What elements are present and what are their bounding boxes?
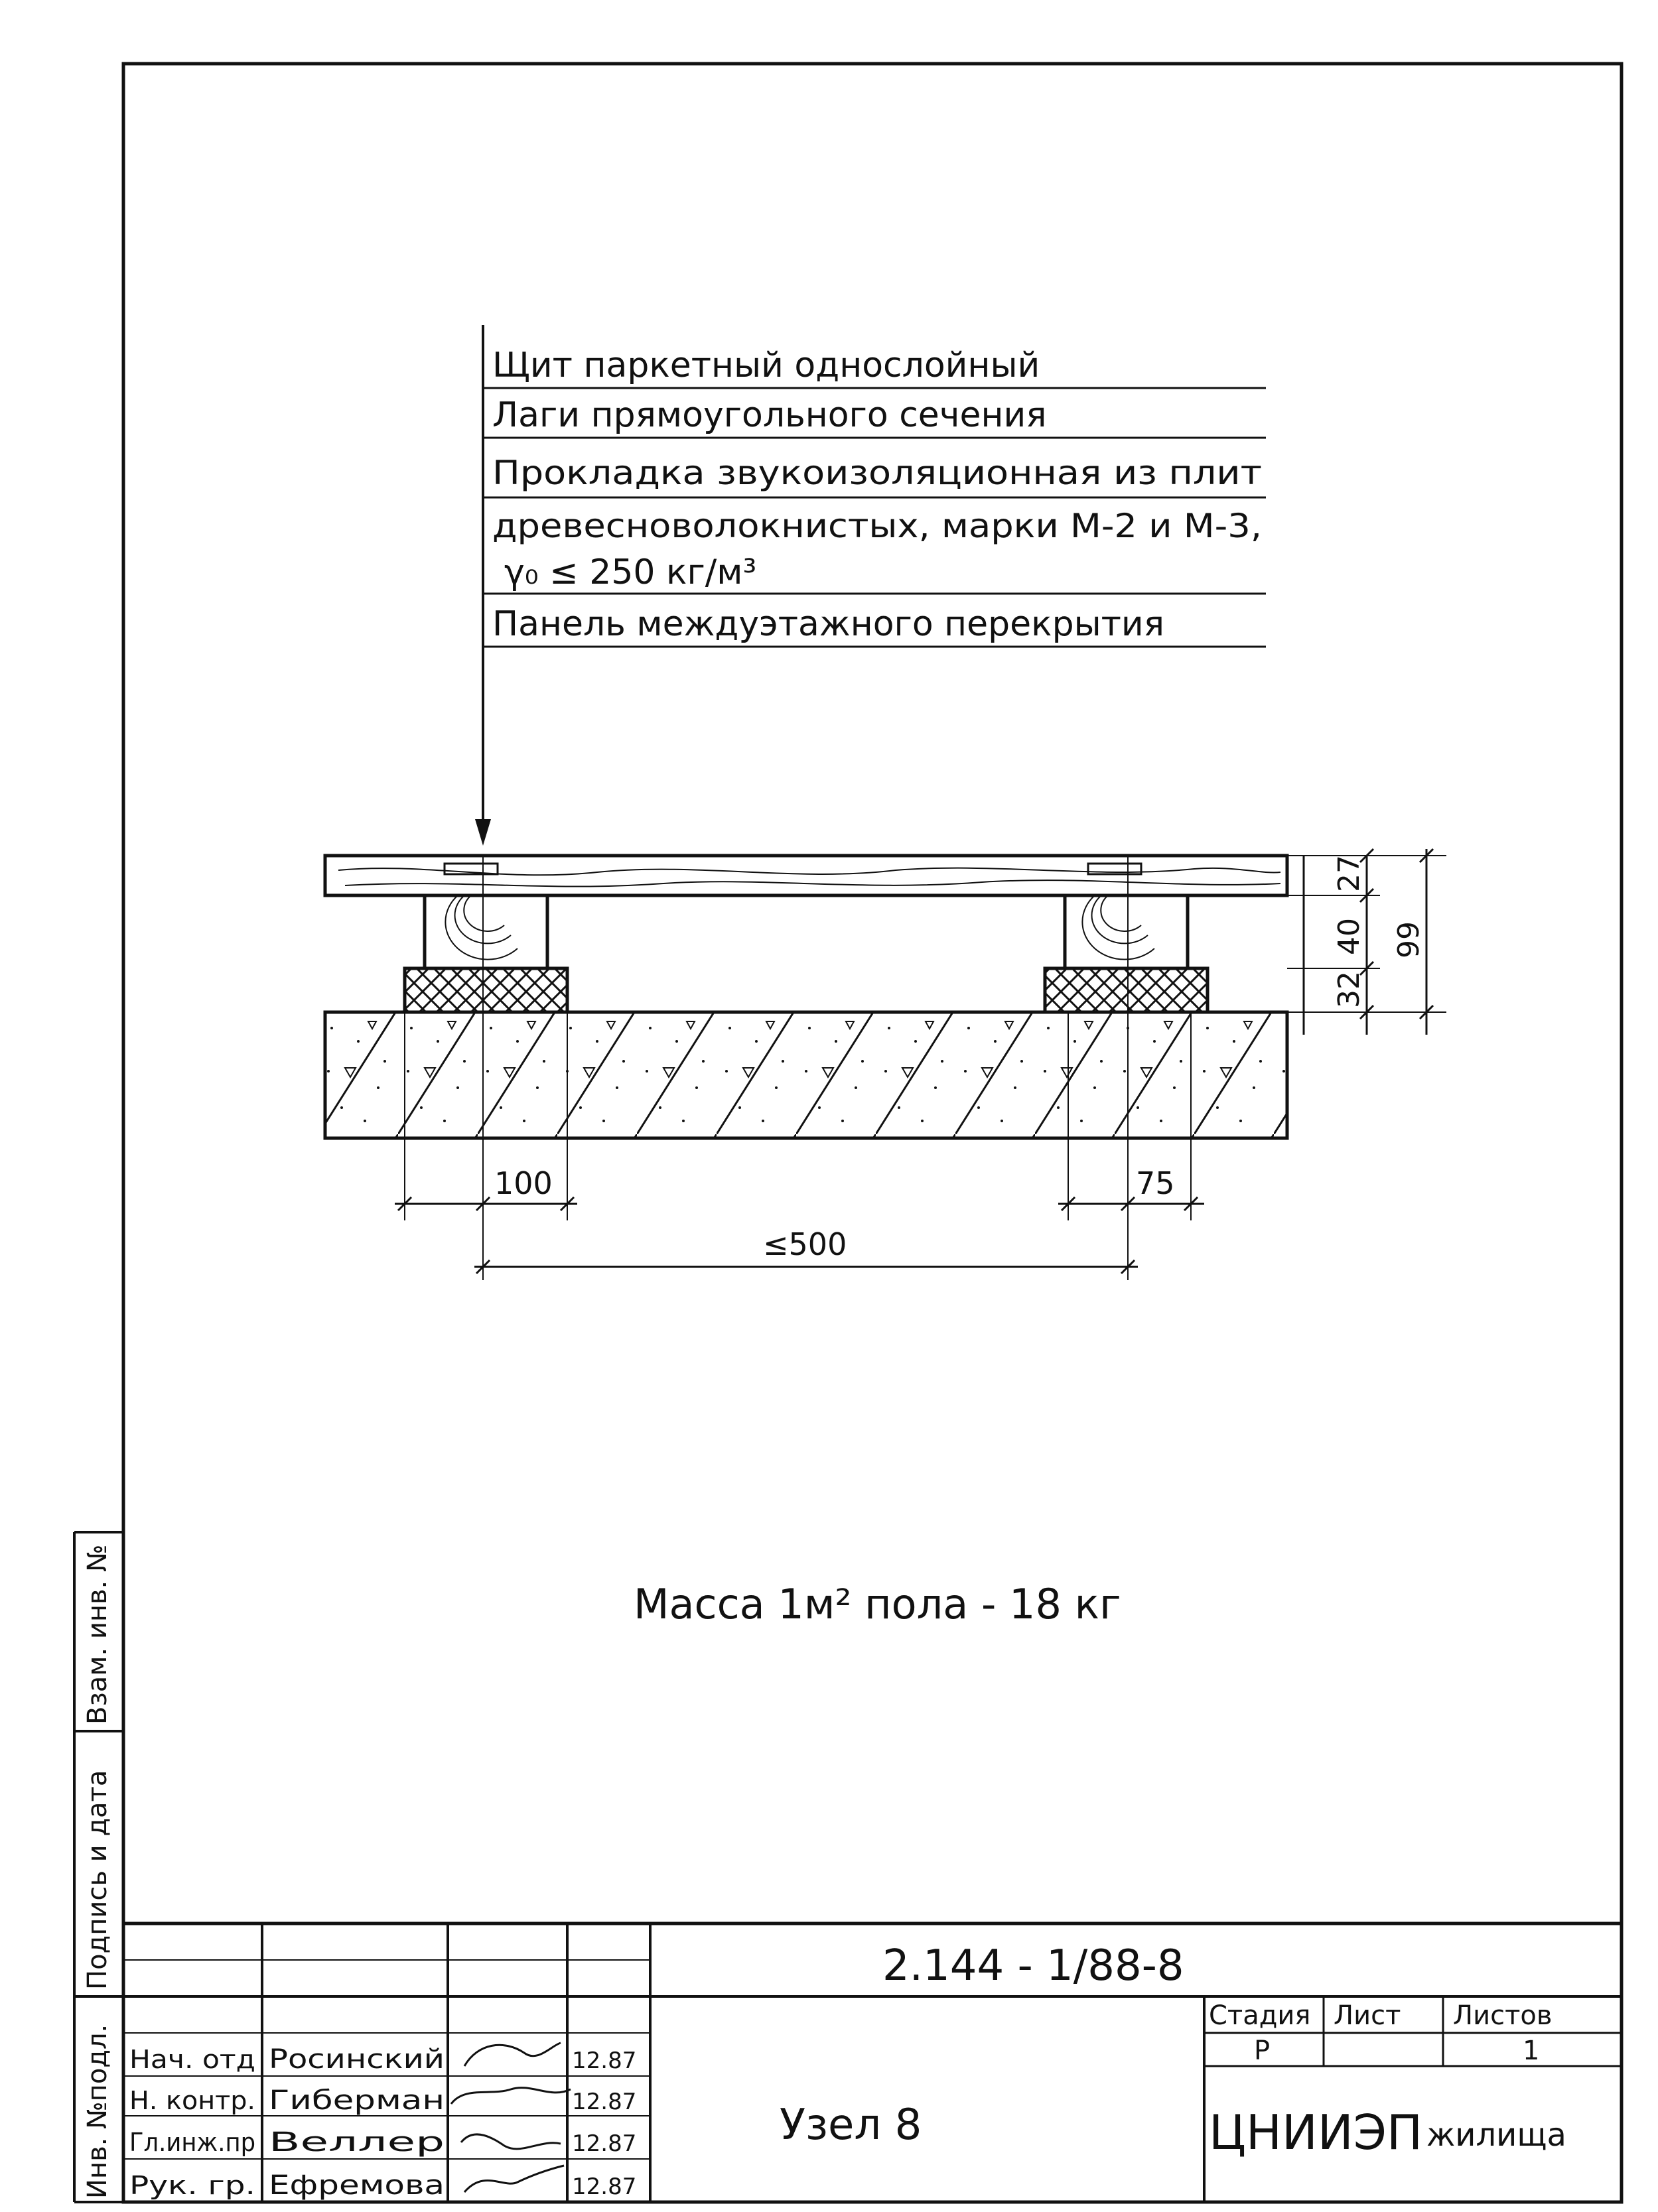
acoustic-pad-left <box>405 968 567 1012</box>
sheets-header: Листов <box>1453 2000 1553 2031</box>
callout-line-4: древесноволокнистых, марки М-2 и М-3, <box>492 507 1262 545</box>
sheet-title: Узел 8 <box>780 2101 922 2150</box>
dim-27-label: 27 <box>1332 855 1366 892</box>
title-block <box>123 1923 1622 2202</box>
signature-mark <box>464 2043 561 2066</box>
stage-value: Р <box>1254 2036 1271 2066</box>
org-name: ЦНИИЭП <box>1209 2105 1423 2160</box>
callout-line-3: Прокладка звукоизоляционная из плит <box>492 454 1262 492</box>
dimension-500 <box>474 1226 1138 1273</box>
signer-name: Гиберман <box>269 2085 445 2116</box>
callout-line-5: γ₀ ≤ 250 кг/м³ <box>504 553 757 592</box>
dimension-vertical <box>1287 849 1446 1035</box>
floor-section <box>325 856 1287 1280</box>
dim-40-label: 40 <box>1332 918 1366 955</box>
concrete-slab <box>325 1012 1287 1138</box>
signer-name: Росинский <box>269 2044 445 2075</box>
side-podpis-data: Подпись и дата <box>82 1770 113 1990</box>
signature-mark <box>451 2088 571 2104</box>
doc-code: 2.144 - 1/88-8 <box>882 1941 1184 1990</box>
signer-date: 12.87 <box>572 2048 637 2074</box>
dim-100-label: 100 <box>494 1165 553 1201</box>
dim-75-label: 75 <box>1136 1165 1175 1201</box>
sheet-header: Лист <box>1334 2000 1401 2031</box>
dim-500-label: ≤500 <box>763 1226 847 1262</box>
signer-role: Рук. гр. <box>129 2171 255 2200</box>
callout-line-1: Щит паркетный однослойный <box>492 346 1040 385</box>
signature-mark <box>461 2134 561 2149</box>
joist-left <box>425 895 547 968</box>
dim-32-label: 32 <box>1332 971 1366 1008</box>
parquet-board <box>325 856 1287 895</box>
dim-99-label: 99 <box>1392 921 1426 958</box>
callout-line-6: Панель междуэтажного перекрытия <box>492 604 1165 644</box>
signer-row <box>129 2085 636 2116</box>
signer-role: Н. контр. <box>129 2086 255 2115</box>
signer-date: 12.87 <box>572 2089 637 2115</box>
signer-name: Ефремова <box>269 2170 445 2201</box>
sheets-value: 1 <box>1523 2036 1540 2066</box>
stage-header: Стадия <box>1209 2000 1311 2031</box>
signer-date: 12.87 <box>572 2130 637 2157</box>
callout-block <box>475 325 1266 846</box>
signer-name: Веллер <box>269 2127 445 2158</box>
signer-row <box>129 2166 636 2201</box>
side-vzam-inv: Взам. инв. № <box>82 1544 113 1724</box>
signer-role: Нач. отд <box>129 2045 255 2074</box>
signer-role: Гл.инж.пр <box>129 2128 255 2157</box>
side-stamp <box>74 1532 123 2202</box>
signature-mark <box>464 2166 564 2192</box>
signer-row <box>129 2127 636 2158</box>
acoustic-pad-right <box>1045 968 1208 1012</box>
mass-note: Масса 1м² пола - 18 кг <box>634 1580 1121 1628</box>
side-inv-podl: Инв. №подл. <box>82 2024 113 2199</box>
dimension-75 <box>1058 1165 1204 1210</box>
org-suffix: жилища <box>1426 2116 1566 2154</box>
signer-date: 12.87 <box>572 2174 637 2200</box>
dimension-100 <box>395 1165 577 1210</box>
callout-line-2: Лаги прямоугольного сечения <box>492 395 1047 435</box>
signer-row <box>129 2043 636 2075</box>
